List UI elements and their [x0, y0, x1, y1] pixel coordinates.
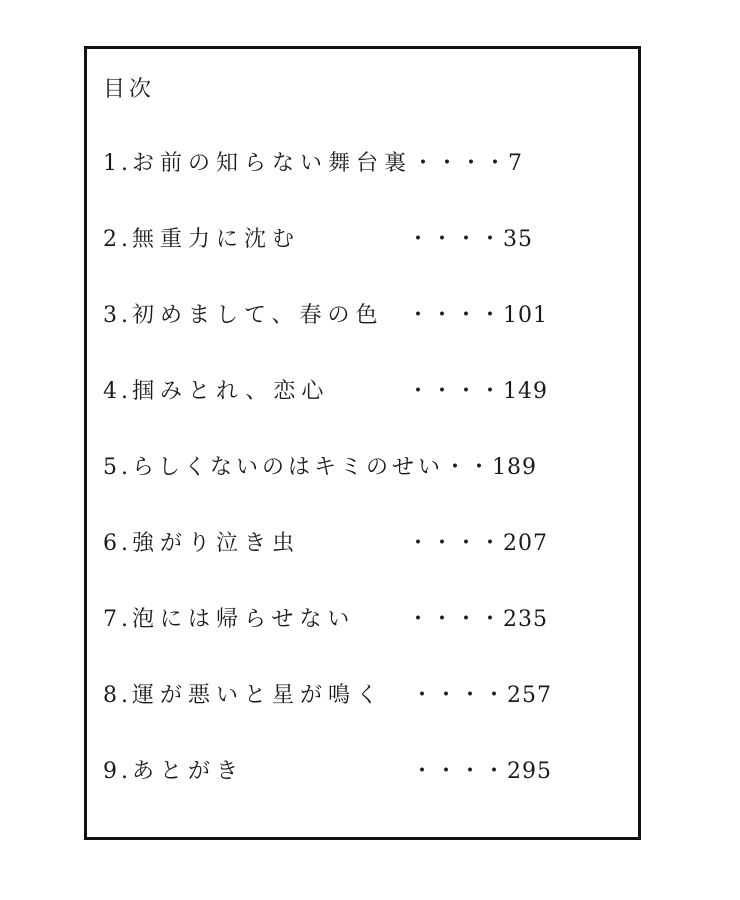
toc-entry-title: 無重力に沈む [132, 227, 301, 252]
toc-entry-leader-group [411, 756, 552, 788]
toc-entry-2 [103, 224, 623, 300]
toc-entry-leader: ・・・・ [407, 227, 504, 252]
toc-entry-leader: ・・・・ [411, 759, 508, 784]
toc-entry-number: 2. [103, 227, 132, 252]
toc-entry-number: 9. [103, 759, 132, 784]
toc-entry-title: 運が悪いと星が鳴く [132, 683, 385, 708]
toc-entry-leader-group [407, 300, 548, 332]
toc-entry-page: 207 [503, 531, 549, 556]
toc-entry-page: 257 [507, 683, 553, 708]
toc-entry-6 [103, 528, 623, 604]
toc-entry-page: 189 [492, 455, 538, 480]
toc-entry-leader-group [407, 376, 548, 408]
toc-entry-5 [103, 452, 623, 528]
toc-entry-title: 強がり泣き虫 [132, 531, 301, 556]
toc-list [103, 148, 623, 832]
toc-entry-leader: ・・・・ [412, 151, 509, 176]
toc-entry-leader-group [407, 604, 548, 636]
toc-entry-page: 149 [503, 379, 549, 404]
toc-entry-title: 掴みとれ、恋心 [132, 379, 330, 404]
toc-entry-title: あとがき [132, 759, 245, 784]
toc-entry-3 [103, 300, 623, 376]
toc-entry-page: 101 [503, 303, 549, 328]
toc-entry-page: 7 [508, 151, 524, 176]
toc-title: 目次 [103, 77, 156, 102]
toc-entry-leader-group [411, 680, 552, 712]
toc-entry-leader-group [407, 224, 533, 256]
toc-entry-leader-group [407, 528, 548, 560]
toc-entry-1 [103, 148, 623, 224]
toc-entry-title: 初めまして、春の色 [132, 303, 384, 328]
toc-entry-leader: ・・・・ [411, 683, 508, 708]
toc-entry-9 [103, 756, 623, 832]
toc-entry-7 [103, 604, 623, 680]
toc-entry-number: 3. [103, 303, 132, 328]
toc-entry-leader: ・・・・ [407, 531, 504, 556]
toc-entry-page: 35 [503, 227, 534, 252]
toc-entry-leader: ・・・・ [407, 303, 504, 328]
toc-entry-number: 8. [103, 683, 132, 708]
toc-entry-title: お前の知らない舞台裏 [132, 151, 413, 176]
toc-entry-page: 235 [503, 607, 549, 632]
toc-entry-page: 295 [507, 759, 553, 784]
toc-entry-number: 5. [103, 455, 132, 480]
toc-entry-number: 6. [103, 531, 132, 556]
toc-entry-number: 7. [103, 607, 132, 632]
toc-entry-number: 1. [103, 151, 132, 176]
toc-entry-number: 4. [103, 379, 132, 404]
toc-entry-title: 泡には帰らせない [132, 607, 356, 632]
toc-entry-leader: ・・・・ [407, 379, 504, 404]
toc-entry-4 [103, 376, 623, 452]
toc-entry-8 [103, 680, 623, 756]
toc-entry-leader: ・・ [444, 455, 493, 480]
toc-entry-leader: ・・・・ [407, 607, 504, 632]
toc-entry-title: らしくないのはキミのせい [132, 455, 445, 480]
